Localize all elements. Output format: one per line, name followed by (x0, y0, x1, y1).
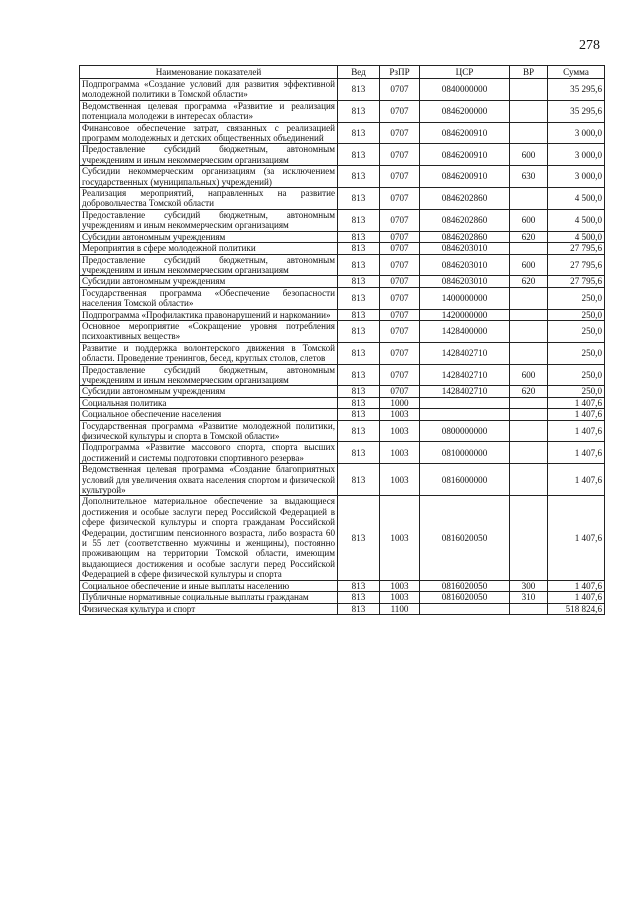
table-row (80, 144, 605, 166)
row-vr-cell (510, 496, 548, 580)
row-ved-cell: 813 (338, 287, 380, 309)
row-name-cell: Государственная программа «Обеспечение безопасности населения Томской области» (80, 287, 338, 309)
row-name-cell: Физическая культура и спорт (80, 603, 338, 614)
row-name-cell: Подпрограмма «Развитие массового спорта, спорта высших достижений и системы подготовки спортивного резерва» (80, 442, 338, 464)
table-row (80, 231, 605, 242)
row-vr-cell (510, 188, 548, 210)
table-row (80, 496, 605, 580)
row-rzpr-cell: 1003 (380, 420, 420, 442)
row-vr-cell (510, 309, 548, 320)
page-number: 278 (579, 38, 600, 53)
row-csr-cell: 0816020050 (420, 580, 510, 591)
row-rzpr-cell: 0707 (380, 342, 420, 364)
row-name-cell: Субсидии некоммерческим организациям (за исключением государственных (муниципальных) учреждений) (80, 166, 338, 188)
table-row (80, 420, 605, 442)
header-ved: Вед (338, 66, 380, 79)
row-name-cell: Субсидии автономным учреждениям (80, 386, 338, 397)
row-csr-cell (420, 603, 510, 614)
row-csr-cell: 0816020050 (420, 496, 510, 580)
row-csr-cell: 0846202860 (420, 209, 510, 231)
row-csr-cell: 0846200910 (420, 166, 510, 188)
table-row (80, 464, 605, 496)
row-sum-cell: 1 407,6 (548, 397, 605, 408)
row-rzpr-cell: 0707 (380, 320, 420, 342)
row-vr-cell (510, 603, 548, 614)
row-ved-cell: 813 (338, 276, 380, 287)
row-sum-cell: 4 500,0 (548, 188, 605, 210)
table-row (80, 320, 605, 342)
row-csr-cell: 0810000000 (420, 442, 510, 464)
row-vr-cell: 300 (510, 580, 548, 591)
row-name-cell: Финансовое обеспечение затрат, связанных с реализацией программ молодежных и детских общественных объединений (80, 122, 338, 144)
row-vr-cell: 310 (510, 592, 548, 603)
row-sum-cell: 27 795,6 (548, 254, 605, 276)
table-row (80, 79, 605, 101)
row-name-cell: Мероприятия в сфере молодежной политики (80, 243, 338, 254)
row-sum-cell: 27 795,6 (548, 276, 605, 287)
row-ved-cell: 813 (338, 166, 380, 188)
row-csr-cell: 1428402710 (420, 386, 510, 397)
row-csr-cell: 0846203010 (420, 243, 510, 254)
table-row (80, 386, 605, 397)
row-vr-cell (510, 79, 548, 101)
row-sum-cell: 250,0 (548, 320, 605, 342)
row-sum-cell: 35 295,6 (548, 100, 605, 122)
row-name-cell: Предоставление субсидий бюджетным, автономным учреждениям и иным некоммерческим организациям (80, 144, 338, 166)
header-sum: Сумма (548, 66, 605, 79)
row-sum-cell: 250,0 (548, 309, 605, 320)
row-name-cell: Социальное обеспечение и иные выплаты населению (80, 580, 338, 591)
row-csr-cell: 0846203010 (420, 276, 510, 287)
row-csr-cell: 1420000000 (420, 309, 510, 320)
table-row (80, 100, 605, 122)
row-rzpr-cell: 1003 (380, 442, 420, 464)
row-ved-cell: 813 (338, 603, 380, 614)
row-name-cell: Реализация мероприятий, направленных на развитие добровольчества Томской области (80, 188, 338, 210)
header-vr: ВР (510, 66, 548, 79)
row-csr-cell: 1400000000 (420, 287, 510, 309)
row-sum-cell: 250,0 (548, 364, 605, 386)
row-name-cell: Публичные нормативные социальные выплаты гражданам (80, 592, 338, 603)
row-vr-cell (510, 122, 548, 144)
row-csr-cell: 0846202860 (420, 231, 510, 242)
row-sum-cell: 250,0 (548, 342, 605, 364)
row-rzpr-cell: 1003 (380, 580, 420, 591)
row-sum-cell: 35 295,6 (548, 79, 605, 101)
row-rzpr-cell: 0707 (380, 243, 420, 254)
row-ved-cell: 813 (338, 496, 380, 580)
table-row (80, 254, 605, 276)
table-row (80, 122, 605, 144)
row-csr-cell: 0846200910 (420, 144, 510, 166)
table-row (80, 364, 605, 386)
row-vr-cell: 600 (510, 144, 548, 166)
row-sum-cell: 1 407,6 (548, 464, 605, 496)
header-rzpr: РзПР (380, 66, 420, 79)
row-ved-cell: 813 (338, 254, 380, 276)
row-ved-cell: 813 (338, 342, 380, 364)
row-csr-cell: 0800000000 (420, 420, 510, 442)
table-row (80, 209, 605, 231)
row-rzpr-cell: 1003 (380, 592, 420, 603)
row-sum-cell: 1 407,6 (548, 496, 605, 580)
row-vr-cell: 630 (510, 166, 548, 188)
row-csr-cell: 0840000000 (420, 79, 510, 101)
row-name-cell: Дополнительное материальное обеспечение за выдающиеся достижения и особые заслуги перед Российской Федерацией в сфере физической культуры и спорта гражданам Российской Федерации, достигшим пенсионного возраста, либо возраста 60 и 55 лет (соответственно мужчины и женщины), постоянно проживающим на территории Томской области, имеющим выдающиеся достижения и особые заслуги перед Российской Федерацией в сфере физической культуры и спорта (80, 496, 338, 580)
row-sum-cell: 4 500,0 (548, 231, 605, 242)
row-rzpr-cell: 0707 (380, 386, 420, 397)
row-rzpr-cell: 0707 (380, 276, 420, 287)
table-row (80, 166, 605, 188)
row-ved-cell: 813 (338, 79, 380, 101)
row-csr-cell: 0846200000 (420, 100, 510, 122)
row-rzpr-cell: 1100 (380, 603, 420, 614)
row-rzpr-cell: 1003 (380, 409, 420, 420)
row-rzpr-cell: 0707 (380, 309, 420, 320)
row-rzpr-cell: 1003 (380, 496, 420, 580)
row-sum-cell: 250,0 (548, 287, 605, 309)
row-vr-cell: 600 (510, 254, 548, 276)
row-vr-cell: 620 (510, 276, 548, 287)
row-csr-cell (420, 397, 510, 408)
row-ved-cell: 813 (338, 420, 380, 442)
row-csr-cell (420, 409, 510, 420)
row-csr-cell: 1428402710 (420, 342, 510, 364)
row-ved-cell: 813 (338, 592, 380, 603)
row-vr-cell (510, 442, 548, 464)
row-vr-cell (510, 320, 548, 342)
row-vr-cell: 620 (510, 231, 548, 242)
row-csr-cell: 1428402710 (420, 364, 510, 386)
table-row (80, 276, 605, 287)
row-vr-cell: 620 (510, 386, 548, 397)
row-name-cell: Предоставление субсидий бюджетным, автономным учреждениям и иным некоммерческим организациям (80, 209, 338, 231)
row-name-cell: Предоставление субсидий бюджетным, автономным учреждениям и иным некоммерческим организациям (80, 364, 338, 386)
table-header (80, 66, 605, 79)
row-name-cell: Социальная политика (80, 397, 338, 408)
row-rzpr-cell: 1003 (380, 464, 420, 496)
row-sum-cell: 1 407,6 (548, 409, 605, 420)
row-name-cell: Субсидии автономным учреждениям (80, 276, 338, 287)
table-row (80, 442, 605, 464)
table-row (80, 397, 605, 408)
row-sum-cell: 3 000,0 (548, 122, 605, 144)
row-csr-cell: 0846202860 (420, 188, 510, 210)
row-csr-cell: 0816020050 (420, 592, 510, 603)
row-rzpr-cell: 0707 (380, 79, 420, 101)
row-ved-cell: 813 (338, 464, 380, 496)
row-rzpr-cell: 0707 (380, 188, 420, 210)
row-rzpr-cell: 0707 (380, 254, 420, 276)
row-csr-cell: 1428400000 (420, 320, 510, 342)
row-vr-cell (510, 287, 548, 309)
row-vr-cell (510, 100, 548, 122)
row-ved-cell: 813 (338, 188, 380, 210)
row-name-cell: Ведомственная целевая программа «Создание благоприятных условий для увеличения охвата населения спортом и физической культурой» (80, 464, 338, 496)
row-rzpr-cell: 0707 (380, 100, 420, 122)
row-rzpr-cell: 1000 (380, 397, 420, 408)
row-ved-cell: 813 (338, 386, 380, 397)
table-row (80, 592, 605, 603)
row-sum-cell: 3 000,0 (548, 166, 605, 188)
row-rzpr-cell: 0707 (380, 144, 420, 166)
row-sum-cell: 1 407,6 (548, 442, 605, 464)
row-ved-cell: 813 (338, 409, 380, 420)
row-ved-cell: 813 (338, 364, 380, 386)
row-rzpr-cell: 0707 (380, 231, 420, 242)
row-vr-cell (510, 464, 548, 496)
row-rzpr-cell: 0707 (380, 122, 420, 144)
row-sum-cell: 4 500,0 (548, 209, 605, 231)
row-vr-cell (510, 409, 548, 420)
row-rzpr-cell: 0707 (380, 209, 420, 231)
row-vr-cell (510, 420, 548, 442)
table-body (80, 79, 605, 615)
row-ved-cell: 813 (338, 320, 380, 342)
row-csr-cell: 0846200910 (420, 122, 510, 144)
row-vr-cell (510, 342, 548, 364)
row-ved-cell: 813 (338, 243, 380, 254)
row-vr-cell (510, 397, 548, 408)
row-ved-cell: 813 (338, 100, 380, 122)
row-rzpr-cell: 0707 (380, 166, 420, 188)
table-row (80, 580, 605, 591)
row-name-cell: Государственная программа «Развитие молодежной политики, физической культуры и спорта в Томской области» (80, 420, 338, 442)
budget-table (79, 65, 605, 615)
row-rzpr-cell: 0707 (380, 287, 420, 309)
table-row (80, 309, 605, 320)
row-name-cell: Подпрограмма «Профилактика правонарушений и наркомании» (80, 309, 338, 320)
table-row (80, 243, 605, 254)
row-sum-cell: 1 407,6 (548, 420, 605, 442)
header-csr: ЦСР (420, 66, 510, 79)
row-ved-cell: 813 (338, 144, 380, 166)
row-name-cell: Социальное обеспечение населения (80, 409, 338, 420)
row-sum-cell: 1 407,6 (548, 580, 605, 591)
table-row (80, 603, 605, 614)
row-ved-cell: 813 (338, 580, 380, 591)
row-csr-cell: 0846203010 (420, 254, 510, 276)
row-name-cell: Предоставление субсидий бюджетным, автономным учреждениям и иным некоммерческим организациям (80, 254, 338, 276)
row-name-cell: Основное мероприятие «Сокращение уровня потребления психоактивных веществ» (80, 320, 338, 342)
row-sum-cell: 3 000,0 (548, 144, 605, 166)
table-row (80, 287, 605, 309)
row-vr-cell (510, 243, 548, 254)
row-sum-cell: 27 795,6 (548, 243, 605, 254)
row-ved-cell: 813 (338, 397, 380, 408)
header-row (80, 66, 605, 79)
row-sum-cell: 1 407,6 (548, 592, 605, 603)
row-ved-cell: 813 (338, 309, 380, 320)
row-name-cell: Субсидии автономным учреждениям (80, 231, 338, 242)
table-row (80, 188, 605, 210)
row-ved-cell: 813 (338, 209, 380, 231)
row-name-cell: Развитие и поддержка волонтерского движения в Томской области. Проведение тренингов, бесед, круглых столов, слетов (80, 342, 338, 364)
row-rzpr-cell: 0707 (380, 364, 420, 386)
row-vr-cell: 600 (510, 209, 548, 231)
row-csr-cell: 0816000000 (420, 464, 510, 496)
row-ved-cell: 813 (338, 442, 380, 464)
row-sum-cell: 250,0 (548, 386, 605, 397)
table-row (80, 342, 605, 364)
table-row (80, 409, 605, 420)
row-sum-cell: 518 824,6 (548, 603, 605, 614)
row-name-cell: Подпрограмма «Создание условий для развития эффективной молодежной политики в Томской области» (80, 79, 338, 101)
row-vr-cell: 600 (510, 364, 548, 386)
row-name-cell: Ведомственная целевая программа «Развитие и реализация потенциала молодежи в интересах области» (80, 100, 338, 122)
row-ved-cell: 813 (338, 231, 380, 242)
row-ved-cell: 813 (338, 122, 380, 144)
header-name: Наименование показателей (80, 66, 338, 79)
